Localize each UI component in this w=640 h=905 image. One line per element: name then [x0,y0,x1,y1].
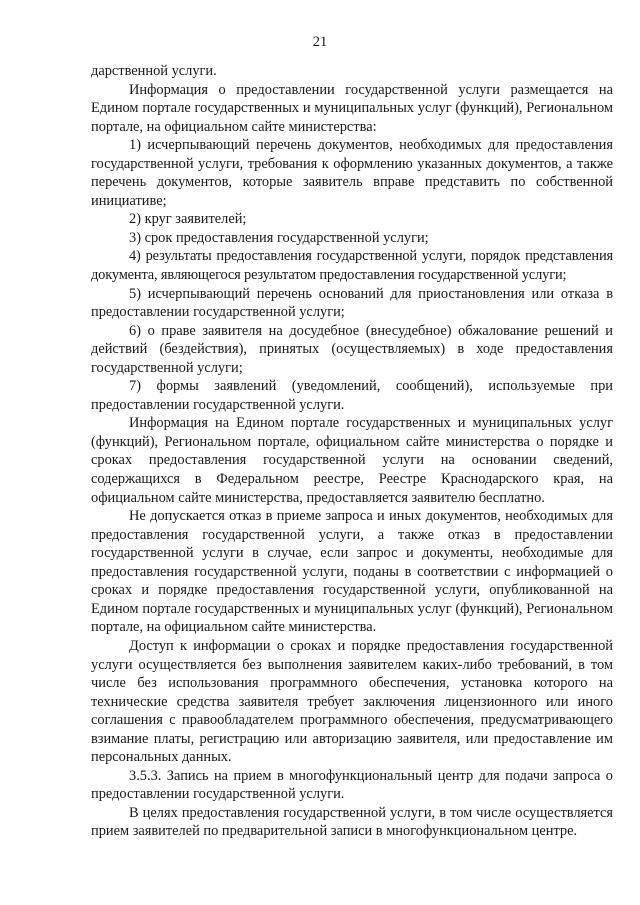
paragraph-info-placement: Информация о предоставлении государственной услуги размещается на Едином портале государственных и муниципальных услуг (функций), Региональном портале, на официальном сайте министерства: [91,81,613,135]
paragraph-refusal-not-allowed: Не допускается отказ в приеме запроса и иных документов, необходимых для предоставления государственной услуги, а также отказ в предоставлении государственной услуги в случае, если запрос и документы, необходимые для предоставления государственной услуги, поданы в соответствии с информацией о сроках и порядке предоставления государственной услуги, опубликованной на Едином портале государственных и муниципальных услуг (функций), Региональном портале, на официальном сайте министерства. [91,508,613,636]
list-item-2: 2) круг заявителей; [129,211,247,228]
list-item-5: 5) исчерпывающий перечень оснований для приостановления или отказа в предоставлении государственной услуги; [91,285,613,321]
list-item-6: 6) о праве заявителя на досудебное (внесудебное) обжалование решений и действий (бездействия), принятых (осуществляемых) в ходе предоставления государственной услуги; [91,322,613,376]
paragraph-continuation: дарственной услуги. [91,63,217,79]
paragraph-access-to-info: Доступ к информации о сроках и порядке предоставления государственной услуги осуществляется без выполнения заявителем каких-либо требований, в том числе без использования программного обеспечения, установка которого на технические средства заявителя требует заключения лицензионного или иного соглашения с правообладателем программного обеспечения, предусматривающего взимание платы, регистрацию или авторизацию заявителя, или предоставление им персональных данных. [91,637,613,766]
list-item-7: 7) формы заявлений (уведомлений, сообщений), используемые при предоставлении государственной услуги. [91,378,613,413]
document-body [91,62,613,841]
page-number: 21 [312,34,328,50]
paragraph-portal-info: Информация на Едином портале государственных и муниципальных услуг (функций), Региональном портале, официальном сайте министерства о порядке и сроках предоставления государственной услуги на основании сведений, содержащихся в Федеральном реестре, Реестре Краснодарского края, на официальном сайте министерства, предоставляется заявителю бесплатно. [91,415,613,506]
list-item-1: 1) исчерпывающий перечень документов, необходимых для предоставления государственной услуги, требования к оформлению указанных документов, а также перечень документов, которые заявитель вправе представить по собственной инициативе; [91,137,613,209]
paragraph-appointment: В целях предоставления государственной услуги, в том числе осуществляется прием заявителей по предварительной записи в многофункциональном центре. [91,804,613,840]
section-heading-3-5-3: 3.5.3. Запись на прием в многофункциональный центр для подачи запроса о предоставлении государственной услуги. [91,767,613,803]
list-item-3: 3) срок предоставления государственной услуги; [129,229,429,246]
list-item-4: 4) результаты предоставления государственной услуги, порядок представления документа, являющегося результатом предоставления государственной услуги; [91,248,613,284]
